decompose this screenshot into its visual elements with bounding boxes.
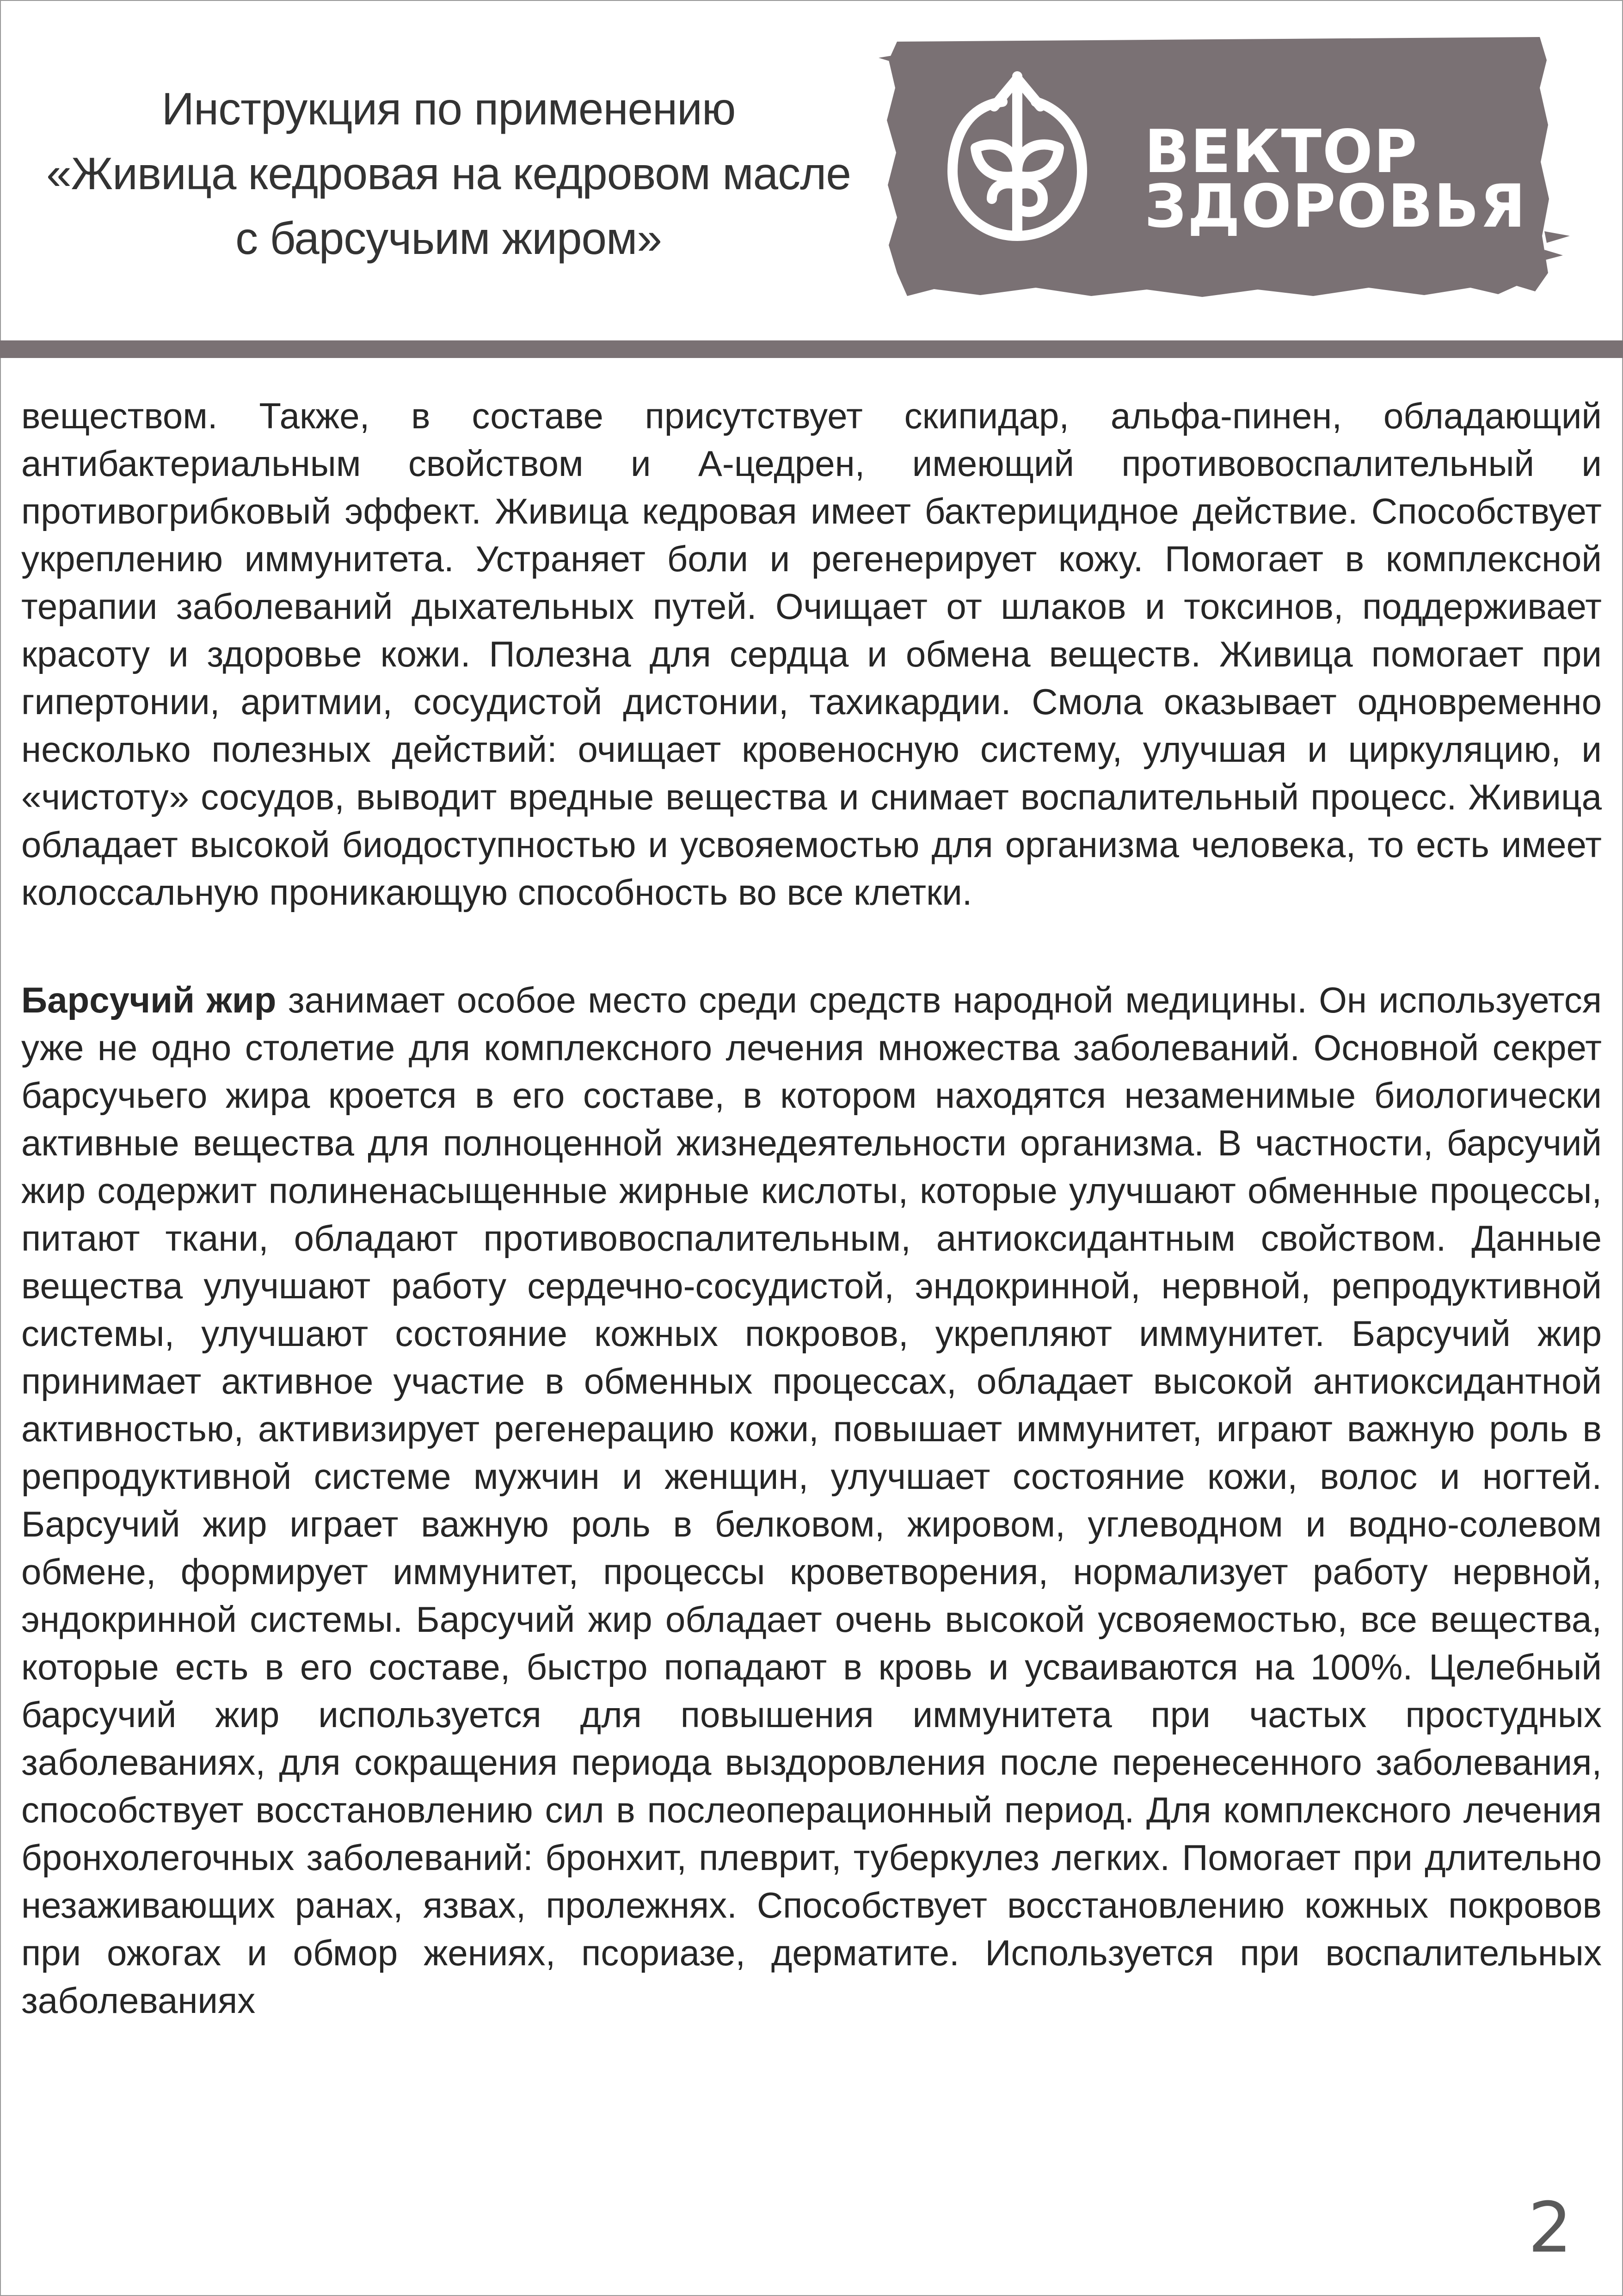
paragraph-badger-fat-lead: Барсучий жир bbox=[21, 980, 277, 1020]
title-line-3: с барсучьим жиром» bbox=[235, 213, 662, 264]
page-number: 2 bbox=[1528, 2188, 1572, 2268]
brand-name-line-1: ВЕКТОР bbox=[1144, 117, 1418, 186]
paragraph-resin: веществом. Также, в составе присутствует скипидар, альфа-пинен, обладающий антибактериальным свойством и А-цедрен, имеющий противовоспалительный и противогрибковый эффект. Живица кедровая имеет бактерицидное действие. Способствует укреплению иммунитета. Устраняет боли и регенерирует кожу. Помогает в комплексной терапии заболеваний дыхательных путей. Очищает от шлаков и токсинов, поддерживает красоту и здоровье кожи. Полезна для сердца и обмена веществ. Живица помогает при гипертонии, аритмии, сосудистой дистонии, тахикардии. Смола оказывает одновременно несколько полезных действий: очищает кровеносную систему, улучшая и циркуляцию, и «чистоту» сосудов, выводит вредные вещества и снимает воспалительный процесс. Живица обладает высокой биодоступностью и усвояемостью для организма человека, то есть имеет колоссальную проникающую способность во все клетки. bbox=[21, 395, 1602, 913]
document-title bbox=[18, 76, 879, 271]
paragraph-badger-fat bbox=[21, 976, 1602, 2024]
title-line-2: «Живица кедровая на кедровом масле bbox=[46, 148, 851, 199]
brand-logo-banner bbox=[879, 32, 1572, 301]
brand-name-line-2: ЗДОРОВЬЯ bbox=[1144, 172, 1527, 241]
document-body bbox=[21, 392, 1602, 2024]
paragraph-badger-fat-text: занимает особое место среди средств народной медицины. Он используется уже не одно столетие для комплексного лечения множества заболеваний. Основной секрет барсучьего жира кроется в его составе, в котором находятся незаменимые биологически активные вещества для полноценной жизнедеятельности организма. В частности, барсучий жир содержит полиненасыщенные жирные кислоты, которые улучшают обменные процессы, питают ткани, обладают противовоспалительным, антиоксидантным свойством. Данные вещества улучшают работу сердечно-сосудистой, эндокринной, нервной, репродуктивной системы, улучшают состояние кожных покровов, укрепляют иммунитет. Барсучий жир принимает активное участие в обменных процессах, обладает высокой антиоксидантной активностью, активизирует регенерацию кожи, повышает иммунитет, играют важную роль в репродуктивной системе мужчин и женщин, улучшает состояние кожи, волос и ногтей. Барсучий жир играет важную роль в белковом, жировом, углеводном и водно-солевом обмене, формирует иммунитет, процессы кроветворения, нормализует работу нервной, эндокринной системы. Барсучий жир обладает очень высокой усвояемостью, все вещества, которые есть в его составе, быстро попадают в кровь и усваиваются на 100%. Целебный барсучий жир используется для повышения иммунитета при частых простудных заболеваниях, для сокращения периода выздоровления после перенесенного заболевания, способствует восстановлению сил в послеоперационный период. Для комплексного лечения бронхолегочных заболеваний: бронхит, плеврит, туберкулез легких. Помогает при длительно незаживающих ранах, язвах, пролежнях. Способствует восстановлению кожных покровов при ожогах и обмор жениях, псориазе, дерматите. Используется при воспалительных заболеваниях bbox=[21, 980, 1602, 2021]
brand-name bbox=[1144, 117, 1527, 241]
paragraph-spacer bbox=[21, 916, 1602, 976]
title-line-1: Инструкция по применению bbox=[161, 83, 736, 134]
header-divider bbox=[0, 340, 1623, 358]
